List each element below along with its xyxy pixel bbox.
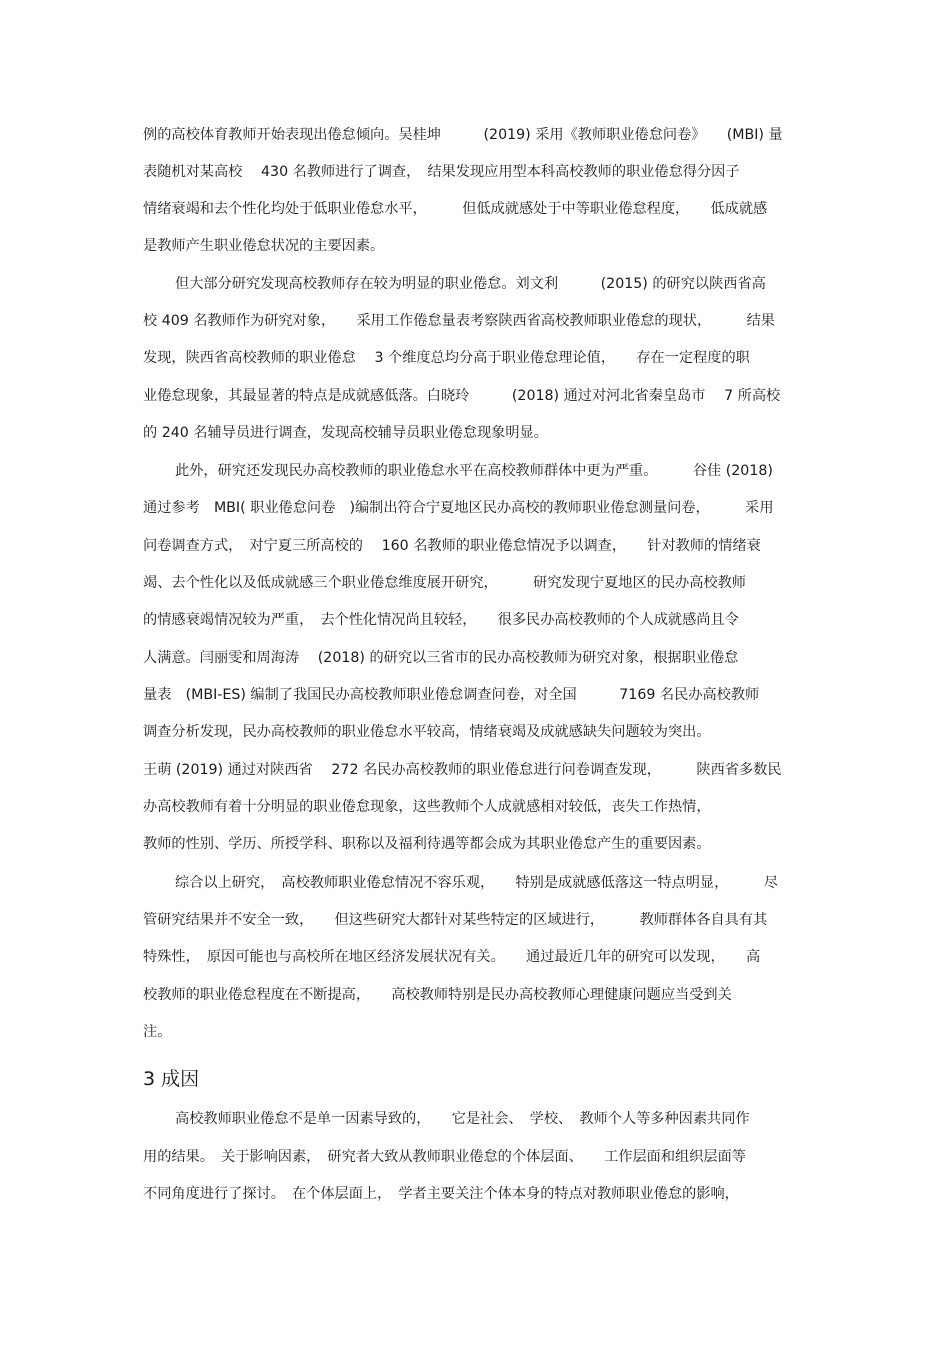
text-line: 表随机对某高校 430 名教师进行了调查， 结果发现应用型本科高校教师的职业倦怠得分因子 [143, 164, 740, 180]
text-line: 人满意。闫丽雯和周海涛 (2018) 的研究以三省市的民办高校教师为研究对象，根据职业倦怠 [143, 650, 739, 666]
text-line: 的 240 名辅导员进行调查，发现高校辅导员职业倦怠现象明显。 [143, 425, 548, 441]
text-line: 此外，研究还发现民办高校教师的职业倦怠水平在高校教师群体中更为严重。 谷佳 (2018) [175, 463, 773, 479]
text-line: 综合以上研究， 高校教师职业倦怠情况不容乐观， 特别是成就感低落这一特点明显， 尽 [175, 875, 778, 891]
text-line: 情绪衰竭和去个性化均处于低职业倦怠水平， 但低成就感处于中等职业倦怠程度， 低成就感 [143, 201, 768, 217]
text-line: 业倦怠现象，其最显著的特点是成就感低落。白晓玲 (2018) 通过对河北省秦皇岛市 7 所高校 [143, 388, 781, 404]
text-line: 办高校教师有着十分明显的职业倦怠现象，这些教师个人成就感相对较低，丧失工作热情， [143, 799, 711, 815]
text-line: 是教师产生职业倦怠状况的主要因素。 [143, 238, 385, 254]
text-line: 问卷调查方式， 对宁夏三所高校的 160 名教师的职业倦怠情况予以调查， 针对教师的情绪衰 [143, 538, 761, 554]
text-line: 不同角度进行了探讨。 在个体层面上， 学者主要关注个体本身的特点对教师职业倦怠的影响， [143, 1186, 739, 1202]
text-line: 例的高校体育教师开始表现出倦怠倾向。吴桂坤 (2019) 采用《教师职业倦怠问卷》 (MBI) 量 [143, 127, 783, 143]
section-heading: 3 成因 [143, 1068, 200, 1090]
text-line: 用的结果。 关于影响因素， 研究者大致从教师职业倦怠的个体层面、 工作层面和组织层面等 [143, 1149, 746, 1165]
text-line: 高校教师职业倦怠不是单一因素导致的， 它是社会、 学校、 教师个人等多种因素共同作 [175, 1111, 750, 1127]
text-line: 校教师的职业倦怠程度在不断提高， 高校教师特别是民办高校教师心理健康问题应当受到关 [143, 987, 732, 1003]
text-line: 注。 [143, 1024, 172, 1040]
text-line: 特殊性， 原因可能也与高校所在地区经济发展状况有关。 通过最近几年的研究可以发现， 高 [143, 949, 761, 965]
text-line: 竭、去个性化以及低成就感三个职业倦怠维度展开研究， 研究发现宁夏地区的民办高校教师 [143, 575, 746, 591]
text-line: 发现，陕西省高校教师的职业倦怠 3 个维度总均分高于职业倦怠理论值， 存在一定程度的职 [143, 350, 750, 366]
text-line: 但大部分研究发现高校教师存在较为明显的职业倦怠。刘文利 (2015) 的研究以陕西省高 [175, 276, 766, 292]
text-line: 通过参考 MBI( 职业倦怠问卷 )编制出符合宁夏地区民办高校的教师职业倦怠测量问卷， 采用 [143, 500, 774, 516]
text-line: 管研究结果并不安全一致， 但这些研究大都针对某些特定的区域进行， 教师群体各自具有其 [143, 912, 768, 928]
text-line: 王萌 (2019) 通过对陕西省 272 名民办高校教师的职业倦怠进行问卷调查发现， 陕西省多数民 [143, 762, 782, 778]
text-line: 教师的性别、学历、所授学科、职称以及福利待遇等都会成为其职业倦怠产生的重要因素。 [143, 836, 711, 852]
text-line: 校 409 名教师作为研究对象， 采用工作倦怠量表考察陕西省高校教师职业倦怠的现状， 结果 [143, 313, 775, 329]
text-line: 调查分析发现，民办高校教师的职业倦怠水平较高，情绪衰竭及成就感缺失问题较为突出。 [143, 724, 711, 740]
text-line: 量表 (MBI-ES) 编制了我国民办高校教师职业倦怠调查问卷，对全国 7169 名民办高校教师 [143, 687, 760, 703]
text-line: 的情感衰竭情况较为严重， 去个性化情况尚且较轻， 很多民办高校教师的个人成就感尚且令 [143, 612, 739, 628]
